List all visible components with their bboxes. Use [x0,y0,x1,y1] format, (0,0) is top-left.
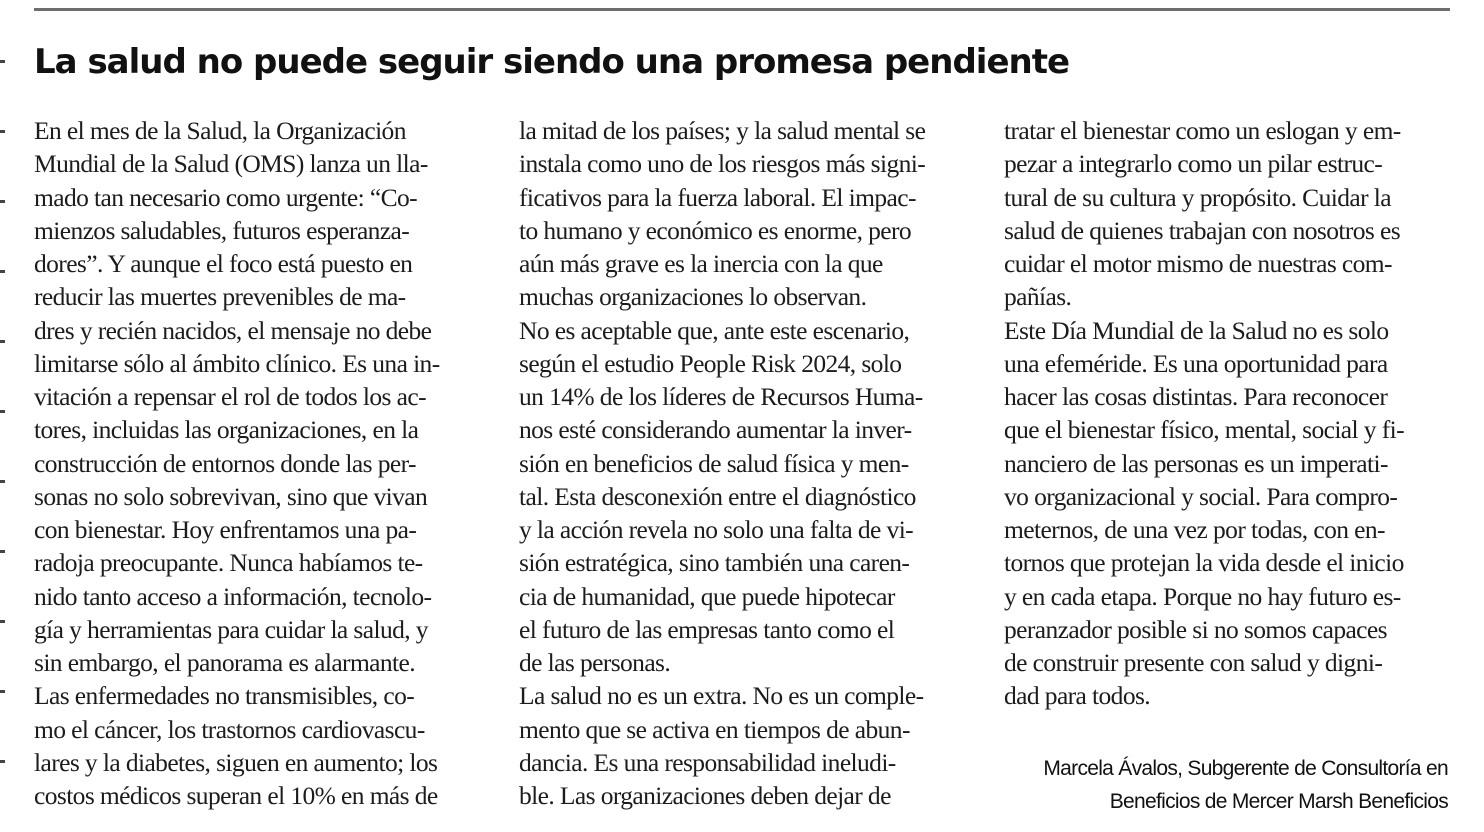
article-column-2 [519,114,969,812]
text-line: radoja preocupante. Nunca habíamos te- [34,548,423,578]
text-line: un 14% de los líderes de Recursos Huma- [519,382,923,411]
byline-author-title: Marcela Ávalos, Subgerente de Consultoría en [1043,757,1448,780]
text-line: ble. Las organizaciones deben dejar de [519,781,891,810]
text-line: aún más grave es la inercia con la que [519,249,883,278]
page-edge-marks [0,40,6,820]
text-line: cia de humanidad, que puede hipotecar [519,581,895,611]
text-line: dores”. Y aunque el foco está puesto en [34,249,413,278]
text-line: y la acción revela no solo una falta de vi- [519,515,914,544]
text-line: sión en beneficios de salud física y men- [519,448,909,478]
text-line: No es aceptable que, ante este escenario, [519,315,910,345]
text-line: meternos, de una vez por todas, con en- [1004,515,1385,544]
text-line: to humano y económico es enorme, pero [519,215,912,245]
text-line: que el bienestar físico, mental, social y fi- [1004,415,1404,445]
text-line: tal. Esta desconexión entre el diagnóstico [519,481,916,511]
text-line: tratar el bienestar como un eslogan y em- [1004,116,1401,145]
top-rule [34,8,1450,11]
text-line: con bienestar. Hoy enfrentamos una pa- [34,515,417,544]
text-line: instala como uno de los riesgos más signi- [519,149,926,179]
text-line: construcción de entornos donde las per- [34,448,416,478]
article-column-3 [1004,114,1454,713]
text-line: dancia. Es una responsabilidad ineludi- [519,747,896,777]
text-line: nos esté considerando aumentar la inver- [519,415,912,445]
text-line: hacer las cosas distintas. Para reconocer [1004,382,1388,411]
article-headline: La salud no puede seguir siendo una promesa pendiente [34,42,1070,82]
text-line: tores, incluidas las organizaciones, en la [34,415,419,445]
text-line: costos médicos superan el 10% en más de [34,781,438,810]
text-line: de construir presente con salud y digni- [1004,648,1383,677]
text-line: La salud no es un extra. No es un comple- [519,681,924,711]
text-line: sión estratégica, sino también una caren- [519,548,910,578]
text-line: tornos que protejan la vida desde el inicio [1004,548,1404,578]
text-line: limitarse sólo al ámbito clínico. Es una in- [34,348,440,378]
text-line: nido tanto acceso a información, tecnolo- [34,581,432,611]
text-line: gía y herramientas para cuidar la salud, y [34,614,428,644]
text-line: En el mes de la Salud, la Organización [34,116,406,145]
text-line: una efeméride. Es una oportunidad para [1004,348,1388,378]
text-line: vitación a repensar el rol de todos los ac- [34,382,426,411]
text-line: Este Día Mundial de la Salud no es solo [1004,315,1389,345]
text-line: mienzos saludables, futuros esperanza- [34,215,410,245]
text-line: reducir las muertes prevenibles de ma- [34,282,406,312]
text-line: ficativos para la fuerza laboral. El impac- [519,182,916,212]
text-line: mento que se activa en tiempos de abun- [519,714,910,744]
text-line: sonas no solo sobrevivan, sino que vivan [34,481,428,511]
text-line: mo el cáncer, los trastornos cardiovascu- [34,714,425,744]
byline-company: Beneficios de Mercer Marsh Beneficios [1109,790,1448,813]
text-line: nanciero de las personas es un imperati- [1004,448,1388,478]
text-line: Mundial de la Salud (OMS) lanza un lla- [34,149,428,179]
text-line: sin embargo, el panorama es alarmante. [34,648,416,677]
text-line: pañías. [1004,282,1072,312]
text-line: vo organizacional y social. Para compro- [1004,481,1398,511]
text-line: según el estudio People Risk 2024, solo [519,348,902,378]
text-line: salud de quienes trabajan con nosotros es [1004,215,1401,245]
text-line: mado tan necesario como urgente: “Co- [34,182,418,212]
author-byline [848,752,1448,818]
text-line: Las enfermedades no transmisibles, co- [34,681,415,711]
text-line: el futuro de las empresas tanto como el [519,614,895,644]
text-line: cuidar el motor mismo de nuestras com- [1004,249,1392,278]
text-line: dres y recién nacidos, el mensaje no debe [34,315,432,345]
text-line: muchas organizaciones lo observan. [519,282,867,312]
text-line: y en cada etapa. Porque no hay futuro es- [1004,581,1401,611]
article-column-1 [34,114,484,812]
text-line: peranzador posible si no somos capaces [1004,614,1387,644]
text-line: dad para todos. [1004,681,1151,711]
text-line: de las personas. [519,648,671,677]
text-line: pezar a integrarlo como un pilar estruc- [1004,149,1383,179]
text-line: lares y la diabetes, siguen en aumento; los [34,747,438,777]
text-line: la mitad de los países; y la salud mental se [519,116,926,145]
text-line: tural de su cultura y propósito. Cuidar la [1004,182,1391,212]
